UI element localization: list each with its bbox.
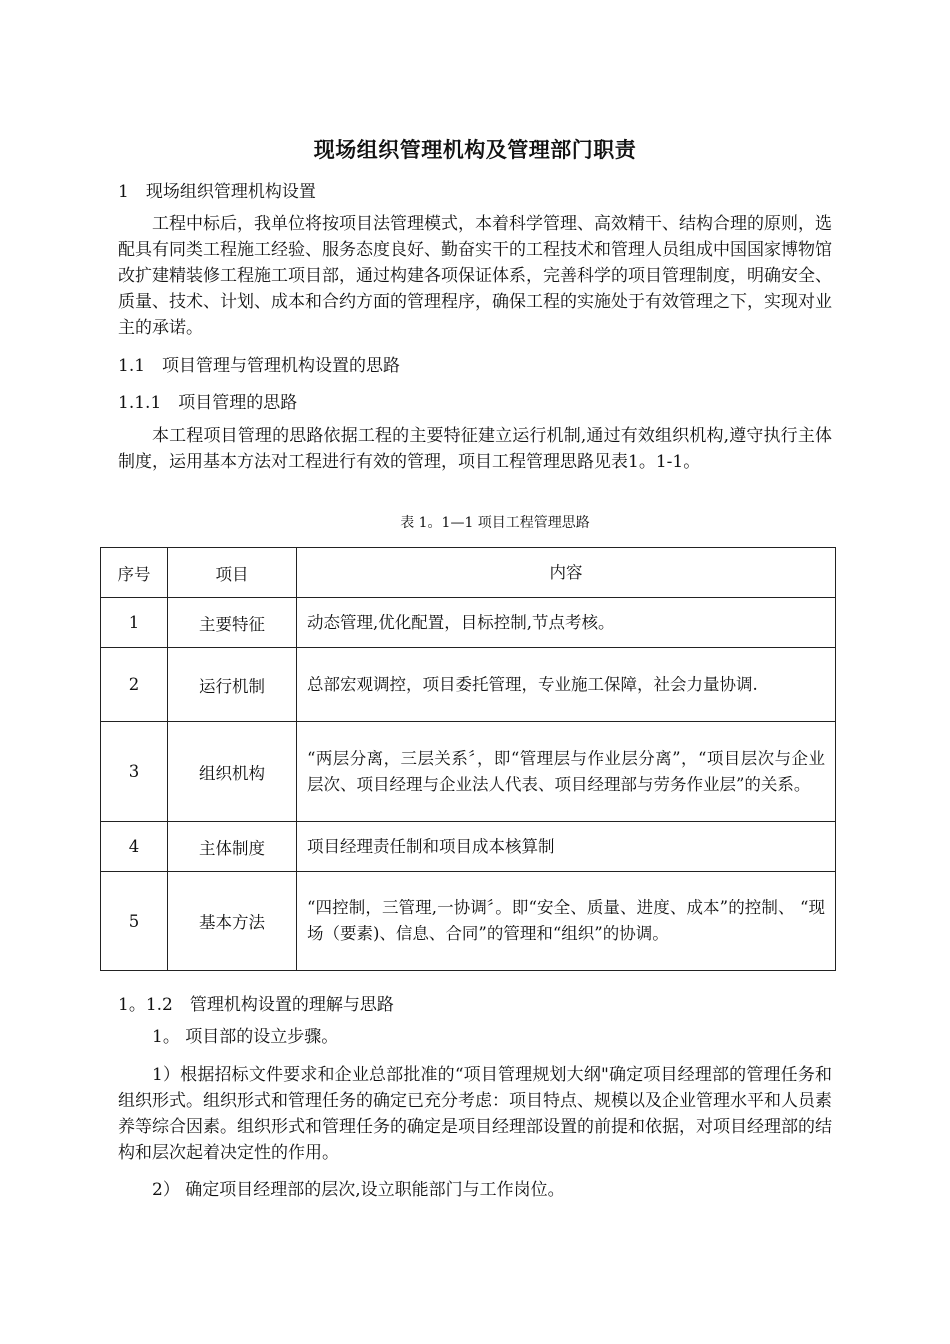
setup-steps-paragraph: 1。 项目部的设立步骤。: [152, 1027, 339, 1047]
row-item: 运行机制: [168, 648, 297, 722]
row-content: 总部宏观调控，项目委托管理，专业施工保障，社会力量协调.: [297, 648, 836, 722]
row-number: 4: [101, 822, 168, 872]
row-content: 动态管理,优化配置，目标控制,节点考核。: [297, 598, 836, 648]
table-row: [101, 648, 836, 722]
table-caption: 表 1。1—1 项目工程管理思路: [400, 515, 590, 531]
table-row: [101, 872, 836, 971]
table-row: [101, 722, 836, 822]
intro-paragraph: 工程中标后，我单位将按项目法管理模式，本着科学管理、高效精干、结构合理的原则，选配具有同类工程施工经验、服务态度良好、勤奋实干的工程技术和管理人员组成中国国家博物馆改扩建精装修工程施工项目部，通过构建各项保证体系，完善科学的项目管理制度，明确安全、质量、技术、计划、成本和合约方面的管理程序，确保工程的实施处于有效管理之下，实现对业主的承诺。: [118, 214, 832, 338]
header-number: 序号: [101, 548, 168, 598]
section-heading-1-1: 1.1 项目管理与管理机构设置的思路: [118, 356, 401, 376]
row-item: 主要特征: [168, 598, 297, 648]
row-number: 2: [101, 648, 168, 722]
step-1-paragraph: 1）根据招标文件要求和企业总部批准的“项目管理规划大纲"确定项目经理部的管理任务和组织形式。组织形式和管理任务的确定已充分考虑：项目特点、规模以及企业管理水平和人员素养等综合因素。组织形式和管理任务的确定是项目经理部设置的前提和依据，对项目经理部的结构和层次起着决定性的作用。: [118, 1065, 832, 1163]
row-number: 3: [101, 722, 168, 822]
header-item: 项目: [168, 548, 297, 598]
row-content: “四控制，三管理,一协调〞。即“安全、质量、进度、成本”的控制、 “现场（要素)、信息、合同”的管理和“组织”的协调。: [297, 872, 836, 971]
row-content: 项目经理责任制和项目成本核算制: [297, 822, 836, 872]
document-title: 现场组织管理机构及管理部门职责: [313, 138, 637, 162]
row-content: “两层分离，三层关系〞，即“管理层与作业层分离”，“项目层次与企业层次、项目经理与企业法人代表、项目经理部与劳务作业层”的关系。: [297, 722, 836, 822]
table-row: [101, 822, 836, 872]
row-item: 基本方法: [168, 872, 297, 971]
row-item: 组织机构: [168, 722, 297, 822]
table-row: [101, 598, 836, 648]
management-approach-table: [100, 547, 836, 971]
section-heading-1: 1 现场组织管理机构设置: [118, 182, 316, 202]
management-approach-paragraph: 本工程项目管理的思路依据工程的主要特征建立运行机制,通过有效组织机构,遵守执行主体制度，运用基本方法对工程进行有效的管理，项目工程管理思路见表1。1-1。: [118, 426, 832, 472]
section-heading-1-1-2: 1。1.2 管理机构设置的理解与思路: [118, 995, 394, 1015]
row-item: 主体制度: [168, 822, 297, 872]
table-header-row: [101, 548, 836, 598]
section-heading-1-1-1: 1.1.1 项目管理的思路: [118, 393, 298, 413]
step-2-paragraph: 2） 确定项目经理部的层次,设立职能部门与工作岗位。: [152, 1180, 565, 1200]
header-content: 内容: [297, 548, 836, 598]
row-number: 1: [101, 598, 168, 648]
row-number: 5: [101, 872, 168, 971]
